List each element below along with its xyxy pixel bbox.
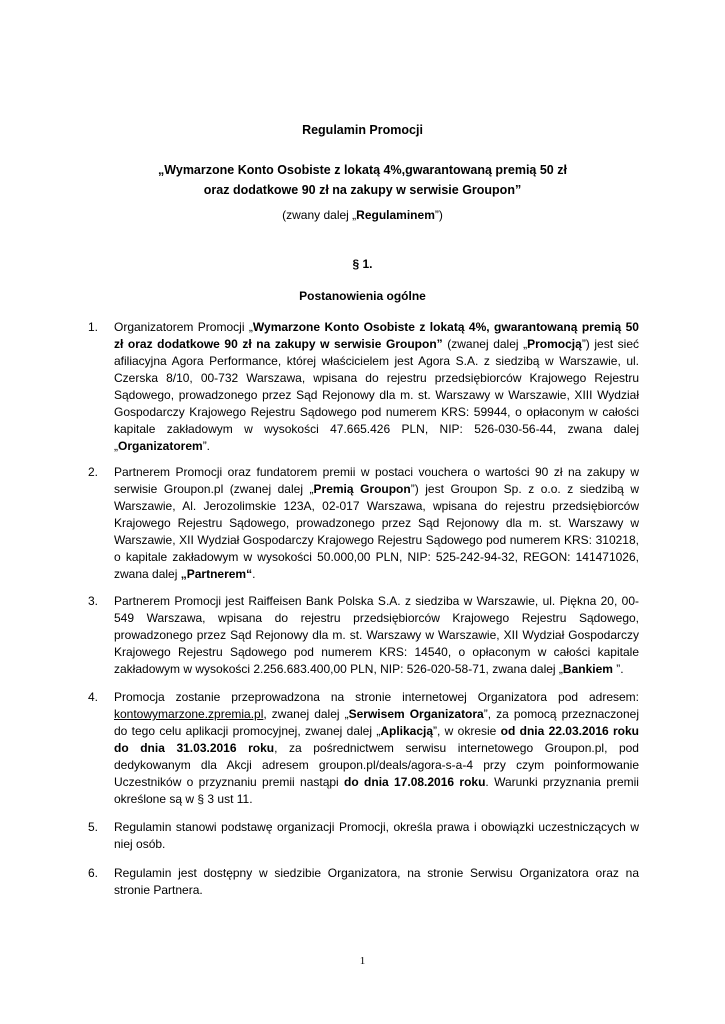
item-text-part: ”) jest sieć afiliacyjna Agora Performance, której właścicielem jest Agora S.A. z siedzibą w Warszawie, ul. Czerska 8/10, 00-732 Warszawa, wpisana do rejestru przedsiębiorców Krajowego Rejestru Sądowego, prowadzonego przez Sąd Rejonowy dla m. st. Warszawy w Warszawie, XIII Wydział Gospodarczy Krajowego Rejestru Sądowego pod numerem KRS: 59944, o opłaconym w całości kapitale zakładowym w wysokości 47.665.426 PLN, NIP: 526-030-56-44, zwana dalej „ <box>114 337 639 453</box>
item-number: 4. <box>88 690 99 704</box>
item-text-bold: Organizatorem <box>118 439 203 453</box>
list-item-6 <box>88 865 639 899</box>
item-text-part: , za pośrednictwem serwisu internetowego Groupon.pl, pod dedykowanym dla Akcji adresem groupon.pl/deals/agora-s-a-4 przy czym poinformowanie Uczestników o przyznaniu premii nastąpi <box>114 741 639 789</box>
item-text-bold: Bankiem <box>562 662 613 676</box>
list-item-4 <box>88 689 639 808</box>
item-text <box>114 464 639 583</box>
section-number: § 1. <box>352 257 373 271</box>
item-text-bold: Premią Groupon <box>313 482 411 496</box>
item-text: Regulamin stanowi podstawę organizacji Promocji, określa prawa i obowiązki uczestniczących w niej osób. <box>114 820 639 851</box>
item-text-bold: Serwisem Organizatora <box>348 707 484 721</box>
item-text-part: , zwanej dalej „ <box>263 707 349 721</box>
called-note <box>0 208 725 222</box>
item-number: 1. <box>88 320 99 334</box>
item-text-bold: do dnia 17.08.2016 roku <box>344 775 486 789</box>
document-subtitle <box>0 160 725 200</box>
item-text-bold: „Partnerem“ <box>180 567 253 581</box>
item-number: 5. <box>88 820 99 834</box>
item-text-part: Promocja zostanie przeprowadzona na stronie internetowej Organizatora pod adresem: <box>114 690 639 704</box>
section-title: Postanowienia ogólne <box>299 289 426 303</box>
item-number: 3. <box>88 594 99 608</box>
item-text-bold: Aplikacją <box>380 724 434 738</box>
item-text-part: ”) jest Groupon Sp. z o.o. z siedzibą w Warszawie, Al. Jerozolimskie 123A, 02-017 Warszawa, wpisana do rejestru przedsiębiorców Krajowego Rejestru Sądowego, prowadzonego przez Sąd Rejonowy dla m. st. Warszawy w Warszawie, XII Wydział Gospodarczy Krajowego Rejestru Sądowego pod numerem KRS: 310218, o kapitale zakładowym w wysokości 50.000,00 PLN, NIP: 525-242-94-32, REGON: 141471026, zwana dalej <box>114 482 640 581</box>
called-suffix: ”) <box>434 208 443 222</box>
called-prefix: (zwany dalej „ <box>282 208 357 222</box>
item-number: 6. <box>88 866 99 880</box>
item-text: Regulamin jest dostępny w siedzibie Organizatora, na stronie Serwisu Organizatora oraz na stronie Partnera. <box>114 866 639 897</box>
document-title: Regulamin Promocji <box>302 123 423 137</box>
called-bold: Regulaminem <box>356 208 435 222</box>
subtitle-line-2: oraz dodatkowe 90 zł na zakupy w serwisie Groupon” <box>203 183 522 197</box>
item-text-part: Partnerem Promocji jest Raiffeisen Bank Polska S.A. z siedziba w Warszawie, ul. Piękna 20, 00-549 Warszawa, wpisana do rejestru przedsiębiorców Krajowego Rejestru Sądowego, prowadzonego przez Sąd Rejonowy dla m. st. Warszawy w Warszawie, XII Wydział Gospodarczy Krajowego Rejestru Sądowego pod numerem KRS: 14540, o opłaconym w całości kapitale zakładowym w wysokości 2.256.683.400,00 PLN, NIP: 526-020-58-71, zwana dalej „ <box>114 594 639 676</box>
item-text-part: Organizatorem Promocji „ <box>114 320 253 334</box>
item-number: 2. <box>88 465 99 479</box>
item-text-bold: od dnia 22.03.2016 roku do dnia 31.03.2016 roku <box>114 724 639 755</box>
organizer-website-link[interactable]: kontowymarzone.zpremia.pl <box>114 707 264 721</box>
item-text-bold: Wymarzone Konto Osobiste z lokatą 4%, gwarantowaną premią 50 zł oraz dodatkowe 90 zł na zakupy w serwisie Groupon” <box>114 320 639 351</box>
item-text-bold: Promocją <box>527 337 582 351</box>
item-text-part: . <box>252 567 256 581</box>
item-text-part: (zwanej dalej „ <box>442 337 528 351</box>
item-text-part: ”. <box>612 662 624 676</box>
item-text <box>114 319 639 455</box>
subtitle-line-1: „Wymarzone Konto Osobiste z lokatą 4%,gwarantowaną premią 50 zł <box>158 163 567 177</box>
item-text-part: ”. <box>202 439 211 453</box>
page-number: 1 <box>359 955 366 967</box>
list-item-2 <box>88 464 639 583</box>
item-text-part: Partnerem Promocji oraz fundatorem premii w postaci vouchera o wartości 90 zł na zakupy w serwisie Groupon.pl (zwanej dalej „ <box>114 465 639 496</box>
list-item-5 <box>88 819 639 853</box>
item-text-part: . Warunki przyznania premii określone są w § 3 ust 11. <box>114 775 639 806</box>
item-text-part: ”, w okresie <box>433 724 501 738</box>
list-item-3 <box>88 593 639 678</box>
item-text <box>114 689 639 808</box>
list-item-1 <box>88 319 639 455</box>
item-text <box>114 593 639 678</box>
item-text-part: ”, za pomocą przeznaczonej do tego celu aplikacji promocyjnej, zwanej dalej „ <box>114 707 639 738</box>
